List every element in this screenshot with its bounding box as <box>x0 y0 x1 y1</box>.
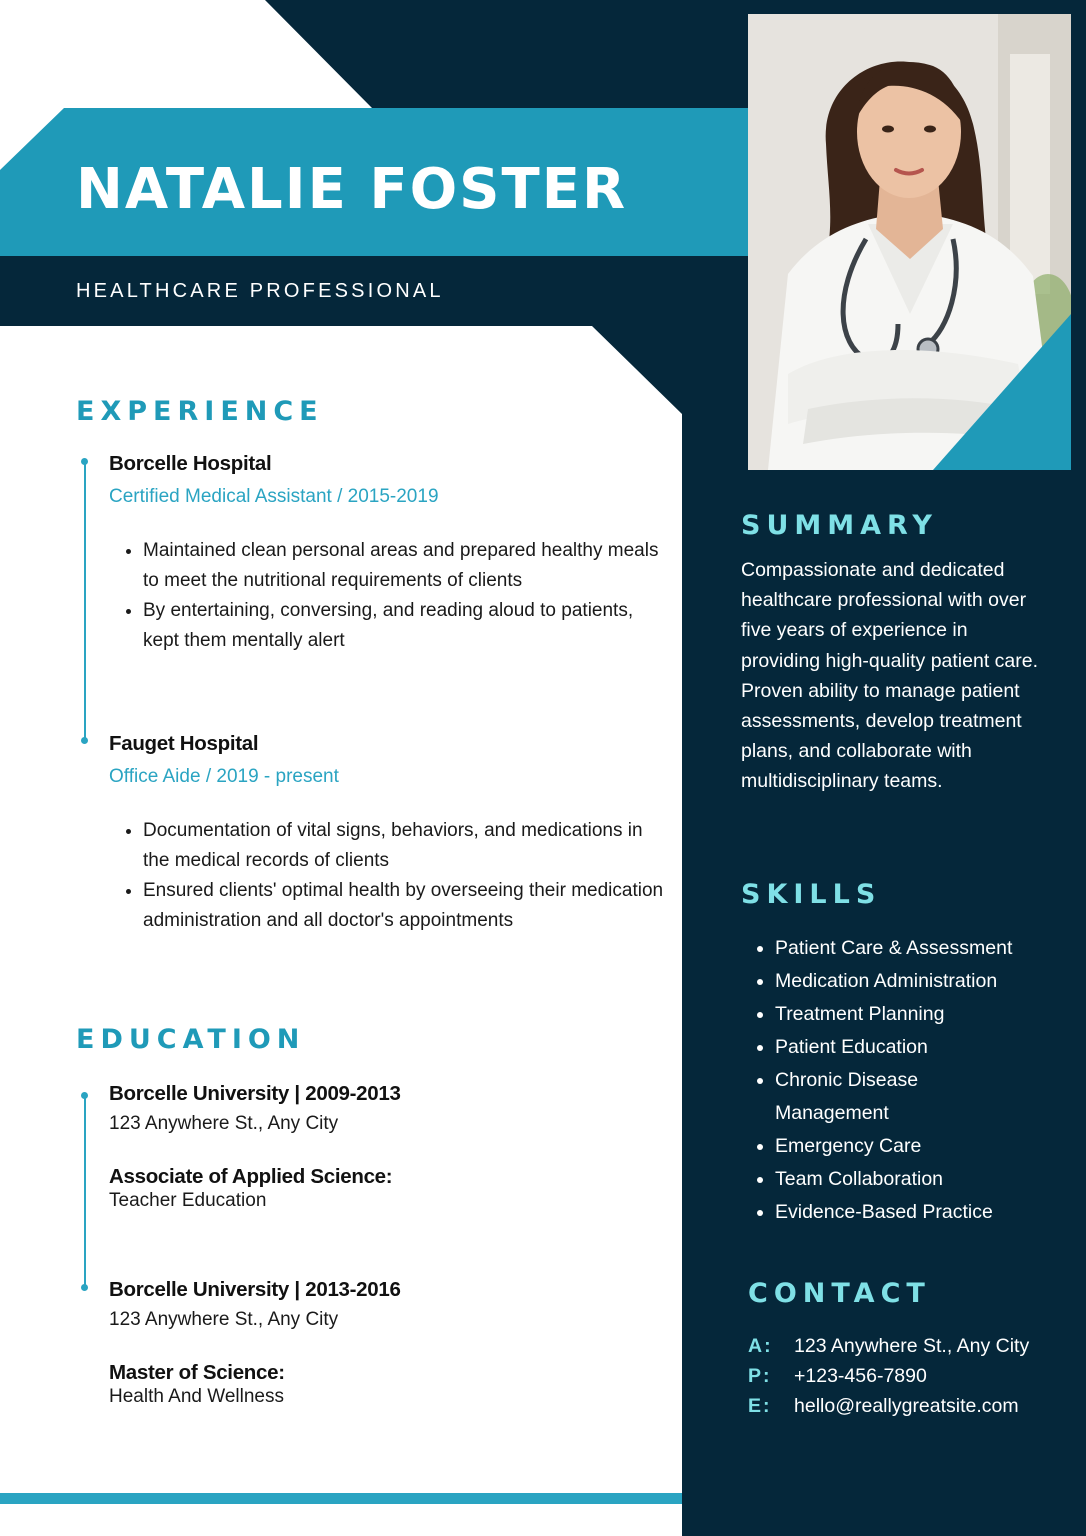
contact-email: hello@reallygreatsite.com <box>794 1395 1019 1417</box>
skill-item: • Chronic Disease Management <box>775 1064 975 1130</box>
contact-block <box>748 1331 1068 1421</box>
candidate-name: NATALIE FOSTER <box>76 157 628 222</box>
experience-bullets <box>109 816 664 936</box>
experience-timeline-line <box>84 462 86 740</box>
contact-email-key: E: <box>748 1395 772 1417</box>
education-item <box>109 1079 664 1213</box>
skill-item: • Patient Education <box>775 1031 1085 1064</box>
timeline-dot <box>81 737 88 744</box>
timeline-dot <box>81 458 88 465</box>
list-item: • By entertaining, conversing, and reading aloud to patients, kept them mentally alert <box>143 596 664 656</box>
experience-heading: EXPERIENCE <box>76 396 324 427</box>
education-timeline-line <box>84 1096 86 1286</box>
experience-bullets <box>109 536 664 656</box>
contact-phone-row <box>748 1361 1068 1391</box>
experience-organization: Fauget Hospital <box>109 732 259 755</box>
contact-heading: CONTACT <box>748 1278 931 1309</box>
list-item: • Ensured clients' optimal health by overseeing their medication administration and all doctor's appointments <box>143 876 664 936</box>
skill-item: • Patient Care & Assessment <box>775 932 1085 965</box>
skill-item: • Evidence-Based Practice <box>775 1196 1085 1229</box>
education-degree: Associate of Applied Science: <box>109 1165 393 1188</box>
contact-phone: +123-456-7890 <box>794 1365 927 1387</box>
experience-item <box>109 729 664 936</box>
experience-position: Office Aide / 2019 - present <box>109 766 339 787</box>
contact-email-row <box>748 1391 1068 1421</box>
list-item: • Maintained clean personal areas and prepared healthy meals to meet the nutritional requirements of clients <box>143 536 664 596</box>
skill-item: • Emergency Care <box>775 1130 1085 1163</box>
bottom-accent-bar <box>0 1493 682 1504</box>
experience-position: Certified Medical Assistant / 2015-2019 <box>109 486 439 507</box>
experience-item <box>109 449 664 656</box>
timeline-dot <box>81 1284 88 1291</box>
skill-item: • Team Collaboration <box>775 1163 1085 1196</box>
list-item: • Documentation of vital signs, behaviors, and medications in the medical records of clients <box>143 816 664 876</box>
contact-address: 123 Anywhere St., Any City <box>794 1335 1030 1357</box>
education-degree: Master of Science: <box>109 1361 285 1384</box>
skills-heading: SKILLS <box>741 879 882 910</box>
experience-organization: Borcelle Hospital <box>109 452 272 475</box>
skill-item: • Medication Administration <box>775 965 1085 998</box>
candidate-role: HEALTHCARE PROFESSIONAL <box>76 280 444 302</box>
education-item <box>109 1275 664 1409</box>
contact-address-row <box>748 1331 1068 1361</box>
education-school: Borcelle University | 2009-2013 <box>109 1082 401 1105</box>
contact-phone-key: P: <box>748 1365 772 1387</box>
summary-heading: SUMMARY <box>741 510 938 541</box>
education-heading: EDUCATION <box>76 1024 306 1055</box>
education-address: 123 Anywhere St., Any City <box>109 1113 339 1134</box>
education-field: Health And Wellness <box>109 1386 284 1407</box>
profile-photo <box>748 14 1071 470</box>
education-school: Borcelle University | 2013-2016 <box>109 1278 401 1301</box>
skills-list <box>741 932 1085 1229</box>
contact-address-key: A: <box>748 1335 773 1357</box>
education-address: 123 Anywhere St., Any City <box>109 1309 339 1330</box>
timeline-dot <box>81 1092 88 1099</box>
summary-text: Compassionate and dedicated healthcare professional with over five years of experience in providing high-quality patient care. Proven ability to manage patient assessments, develop treatment plans, and collaborate with multidisciplinary teams. <box>741 559 1039 793</box>
education-field: Teacher Education <box>109 1190 267 1211</box>
skill-item: • Treatment Planning <box>775 998 1085 1031</box>
